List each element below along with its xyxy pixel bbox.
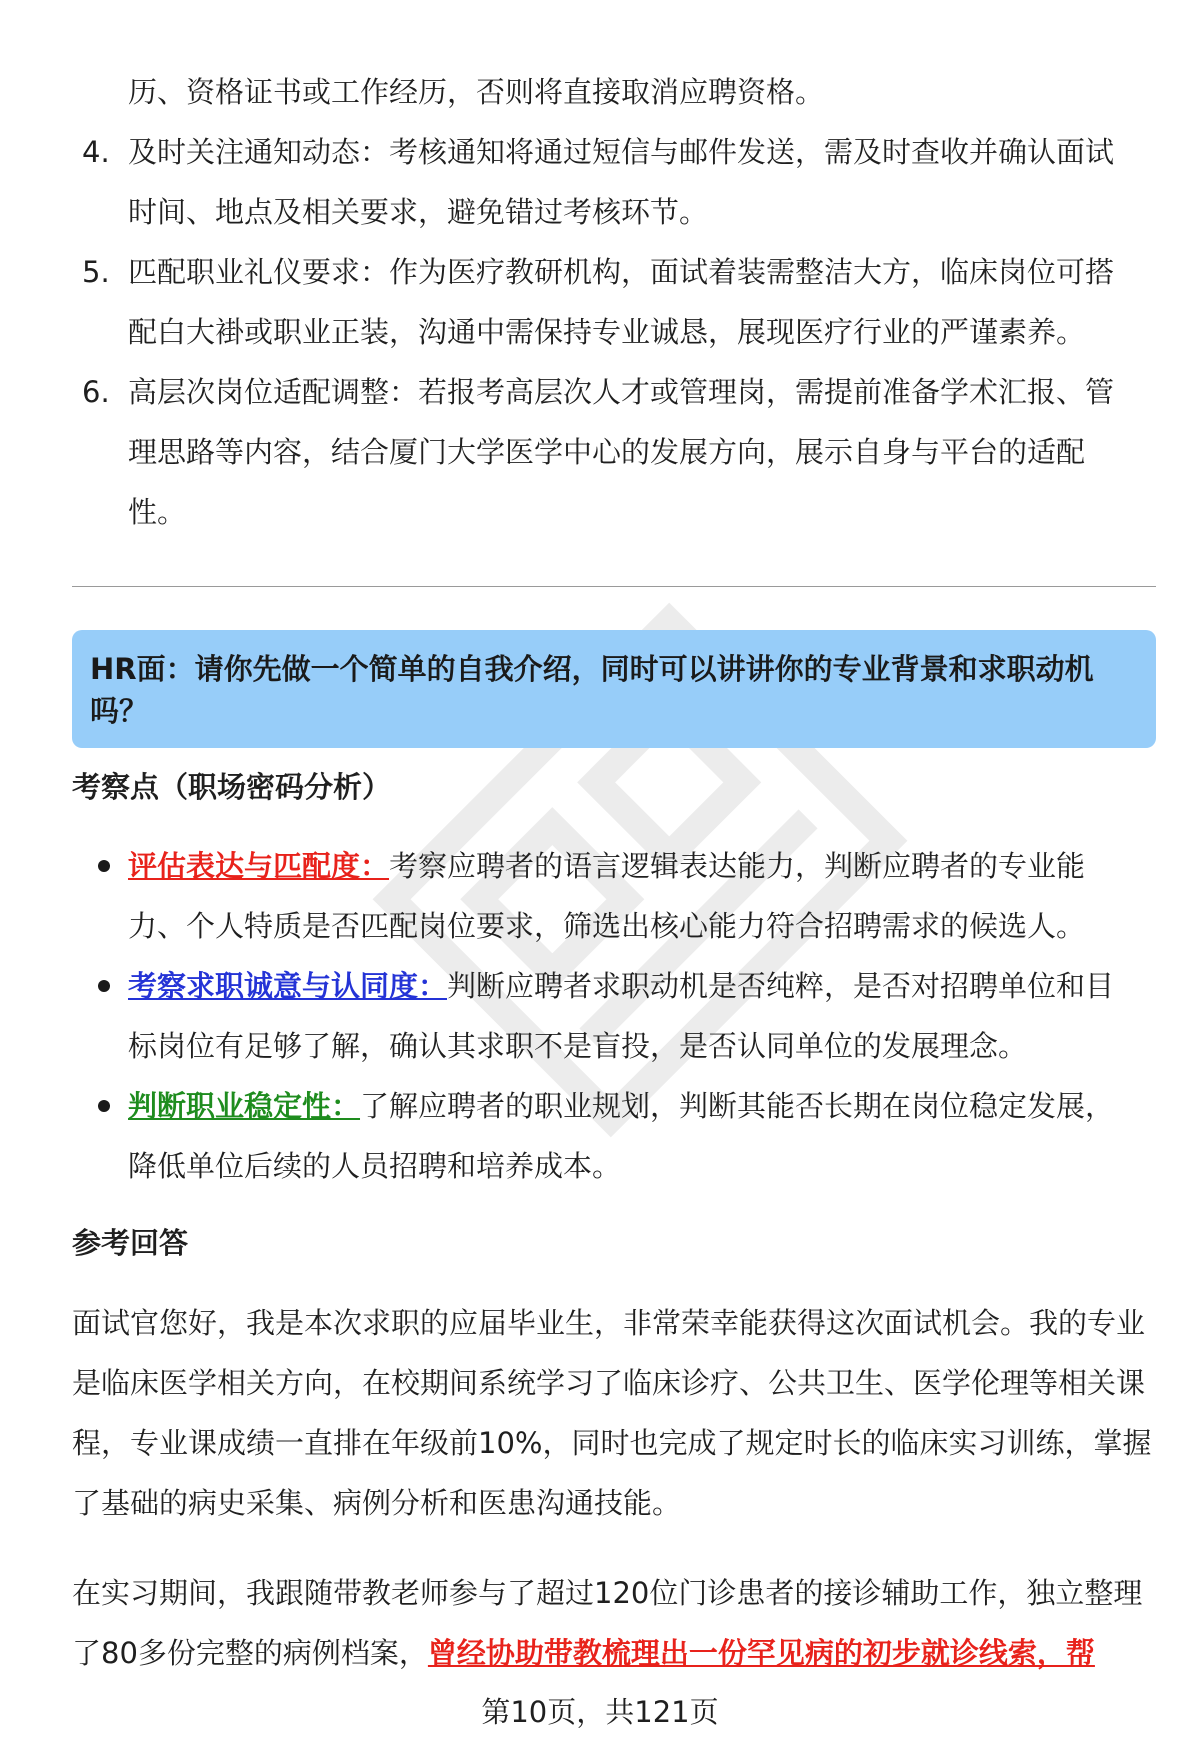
list-number: 6. [82,375,110,409]
bullet-item-2 [128,956,1138,1076]
question-box [72,630,1156,748]
bullet-key: 判断职业稳定性： [128,1089,361,1123]
list-item-5 [82,242,1138,362]
bullet-item-1 [128,836,1138,956]
list-number: 4. [82,135,110,169]
list-number: 5. [82,255,110,289]
bullet-item-3 [128,1076,1138,1196]
list-item-4 [82,122,1138,242]
list-item-text: 匹配职业礼仪要求：作为医疗教研机构，面试着装需整洁大方，临床岗位可搭配白大褂或职业正装，沟通中需保持专业诚恳，展现医疗行业的严谨素养。 [128,255,1115,349]
answer-paragraph-2 [72,1563,1152,1683]
page-footer: 第10页，共121页 [481,1695,719,1729]
list-item-6 [82,362,1138,542]
bullet-text: 判断应聘者求职动机是否纯粹，是否对招聘单位和目标岗位有足够了解，确认其求职不是盲投，是否认同单位的发展理念。 [128,969,1115,1063]
list-item-text: 及时关注通知动态：考核通知将通过短信与邮件发送，需及时查收并确认面试时间、地点及相关要求，避免错过考核环节。 [128,135,1115,229]
question-text: HR面：请你先做一个简单的自我介绍，同时可以讲讲你的专业背景和求职动机吗？ [90,652,1094,728]
list-item-text: 历、资格证书或工作经历，否则将直接取消应聘资格。 [128,75,825,109]
bullet-icon [98,980,110,992]
analysis-heading: 考察点（职场密码分析） [72,770,392,804]
bullet-icon [98,1100,110,1112]
bullet-text: 考察应聘者的语言逻辑表达能力，判断应聘者的专业能力、个人特质是否匹配岗位要求，筛选出核心能力符合招聘需求的候选人。 [128,849,1086,943]
bullet-key: 考察求职诚意与认同度： [128,969,448,1003]
answer-paragraph-1: 面试官您好，我是本次求职的应届毕业生，非常荣幸能获得这次面试机会。我的专业是临床医学相关方向，在校期间系统学习了临床诊疗、公共卫生、医学伦理等相关课程，专业课成绩一直排在年级前10%，同时也完成了规定时长的临床实习训练，掌握了基础的病史采集、病例分析和医患沟通技能。 [72,1306,1152,1520]
bullet-key: 评估表达与匹配度： [128,849,390,883]
bullet-text: 了解应聘者的职业规划，判断其能否长期在岗位稳定发展，降低单位后续的人员招聘和培养成本。 [128,1089,1115,1183]
answer-highlight: 曾经协助带教梳理出一份罕见病的初步就诊线索，帮 [427,1636,1095,1670]
bullet-icon [98,860,110,872]
list-item-text: 高层次岗位适配调整：若报考高层次人才或管理岗，需提前准备学术汇报、管理思路等内容，结合厦门大学医学中心的发展方向，展示自身与平台的适配性。 [128,375,1115,529]
answer-text: 在实习期间，我跟随带教老师参与了超过120位门诊患者的接诊辅助工作，独立整理了80多份完整的病例档案， [72,1576,1143,1670]
answer-heading: 参考回答 [72,1226,189,1260]
section-divider [72,586,1156,587]
list-item-continuation [128,62,1138,122]
